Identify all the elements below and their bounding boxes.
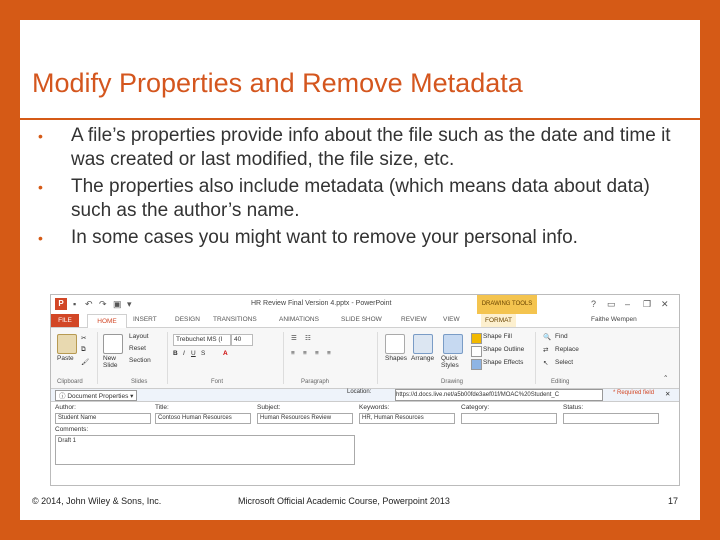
customize-qat-icon[interactable]: ▾ <box>127 299 132 309</box>
collapse-ribbon-icon[interactable]: ⌃ <box>663 375 669 382</box>
required-field-label: Required field <box>617 390 655 396</box>
shape-effects-button[interactable]: Shape Effects <box>483 359 524 366</box>
quick-styles-button[interactable]: Quick Styles <box>441 355 459 369</box>
bold-icon[interactable]: B <box>173 350 178 357</box>
group-slides: Slides <box>131 379 148 385</box>
layout-button[interactable]: Layout <box>129 333 149 340</box>
tab-animations[interactable]: ANIMATIONS <box>279 316 319 323</box>
keywords-label: Keywords: <box>359 404 390 411</box>
font-name-box[interactable]: Trebuchet MS (I <box>173 334 231 346</box>
shapes-icon[interactable] <box>385 334 405 354</box>
bullet-text: A file’s properties provide info about the file such as the date and time it was created or last modified, the file size, etc. <box>71 125 671 170</box>
group-divider <box>283 332 284 384</box>
paste-button[interactable]: Paste <box>57 355 74 362</box>
group-divider <box>377 332 378 384</box>
bullet-dot: • <box>38 230 43 246</box>
copy-icon[interactable]: ⧉ <box>81 346 86 353</box>
document-properties-dropdown[interactable]: ⓘ Document Properties ▾ <box>55 390 137 401</box>
font-size-box[interactable]: 40 <box>231 334 253 346</box>
group-clipboard: Clipboard <box>57 379 83 385</box>
powerpoint-app-icon: P <box>55 298 67 310</box>
location-field[interactable]: https://d.docs.live.net/a5b00fde3aef01f/MOAC%20Student_C <box>395 389 603 401</box>
document-properties-bar <box>51 389 679 402</box>
select-button[interactable]: Select <box>555 359 574 366</box>
align-center-icon[interactable]: ≡ <box>303 350 307 357</box>
arrange-button[interactable]: Arrange <box>411 355 435 362</box>
required-field-note: * Required field <box>613 390 655 396</box>
user-name[interactable]: Faithe Wempen <box>591 316 637 323</box>
new-slide-icon[interactable] <box>103 334 123 354</box>
replace-button[interactable]: Replace <box>555 346 579 353</box>
redo-icon[interactable]: ↷ <box>99 299 107 309</box>
bullet-item <box>36 226 686 250</box>
justify-icon[interactable]: ≡ <box>327 350 331 357</box>
find-icon[interactable]: 🔍 <box>543 334 552 341</box>
shape-outline-button[interactable]: Shape Outline <box>483 346 525 353</box>
title-field[interactable]: Contoso Human Resources <box>155 413 251 424</box>
ribbon-tabs <box>51 314 679 328</box>
save-icon[interactable]: ▪ <box>73 299 77 309</box>
bullet-dot: • <box>38 128 43 144</box>
group-drawing: Drawing <box>441 379 464 385</box>
bullet-item <box>36 175 686 223</box>
subject-label: Subject: <box>257 404 281 411</box>
find-button[interactable]: Find <box>555 333 568 340</box>
tab-format[interactable]: FORMAT <box>481 314 516 327</box>
group-font: Font <box>211 379 224 385</box>
group-divider <box>97 332 98 384</box>
shadow-icon[interactable]: S <box>201 350 206 357</box>
format-painter-icon[interactable]: 🖌 <box>81 359 90 366</box>
section-button[interactable]: Section <box>129 357 151 364</box>
new-slide-button[interactable]: New Slide <box>103 355 118 369</box>
group-divider <box>167 332 168 384</box>
select-icon[interactable]: ↖ <box>543 360 549 367</box>
group-divider <box>535 332 536 384</box>
tab-transitions[interactable]: TRANSITIONS <box>213 316 257 323</box>
italic-icon[interactable]: I <box>183 350 185 357</box>
status-label: Status: <box>563 404 584 411</box>
tab-insert[interactable]: INSERT <box>133 316 157 323</box>
numbering-icon[interactable]: ☷ <box>305 335 311 342</box>
comments-field[interactable]: Draft 1 <box>55 435 355 465</box>
bullet-list <box>36 124 686 253</box>
quick-access-toolbar <box>51 295 679 315</box>
align-right-icon[interactable]: ≡ <box>315 350 319 357</box>
arrange-icon[interactable] <box>413 334 433 354</box>
undo-icon[interactable]: ↶ <box>85 299 93 309</box>
title-label: Title: <box>155 404 169 411</box>
tab-slide-show[interactable]: SLIDE SHOW <box>341 316 382 323</box>
subject-field[interactable]: Human Resources Review <box>257 413 353 424</box>
bullet-dot: • <box>38 179 43 195</box>
copyright-footer: © 2014, John Wiley & Sons, Inc. <box>32 496 162 506</box>
window-title: HR Review Final Version 4.pptx - PowerPoint <box>251 300 392 307</box>
cut-icon[interactable]: ✂ <box>81 335 87 342</box>
minimize-icon[interactable]: – <box>625 299 631 309</box>
location-label: Location: <box>347 389 372 395</box>
ribbon-display-icon[interactable]: ▭ <box>607 299 616 309</box>
status-field[interactable] <box>563 413 659 424</box>
comments-label: Comments: <box>55 426 89 433</box>
document-properties-label: Document Properties <box>67 393 129 400</box>
replace-icon[interactable]: ⇄ <box>543 347 549 354</box>
category-label: Category: <box>461 404 490 411</box>
author-field[interactable]: Student Name <box>55 413 151 424</box>
course-footer: Microsoft Official Academic Course, Powerpoint 2013 <box>238 496 450 506</box>
reset-button[interactable]: Reset <box>129 345 146 352</box>
align-left-icon[interactable]: ≡ <box>291 350 295 357</box>
restore-icon[interactable]: ❐ <box>643 299 652 309</box>
close-panel-icon[interactable]: ✕ <box>665 391 671 398</box>
shape-fill-button[interactable]: Shape Fill <box>483 333 512 340</box>
help-icon[interactable]: ? <box>591 299 597 309</box>
underline-icon[interactable]: U <box>191 350 196 357</box>
bullet-item <box>36 124 686 172</box>
info-icon: ⓘ <box>59 393 68 400</box>
bullet-text: The properties also include metadata (which means data about data) such as the author’s name. <box>71 176 650 221</box>
slide-title: Modify Properties and Remove Metadata <box>32 68 523 98</box>
font-color-icon[interactable]: A <box>223 350 228 357</box>
ribbon <box>51 328 679 389</box>
keywords-field[interactable]: HR, Human Resources <box>359 413 455 424</box>
powerpoint-screenshot <box>50 294 680 486</box>
author-label: Author: <box>55 404 76 411</box>
title-rule <box>20 118 700 120</box>
tab-view[interactable]: VIEW <box>443 316 460 323</box>
tab-design[interactable]: DESIGN <box>175 316 200 323</box>
tab-file[interactable]: FILE <box>51 314 79 327</box>
bullets-icon[interactable]: ☰ <box>291 335 297 342</box>
quick-styles-icon[interactable] <box>443 334 463 354</box>
shape-outline-icon[interactable] <box>471 346 482 357</box>
group-paragraph: Paragraph <box>301 379 330 385</box>
paste-icon[interactable] <box>57 334 77 354</box>
drawing-tools-label: DRAWING TOOLS <box>477 295 537 314</box>
slide <box>20 20 700 520</box>
tab-review[interactable]: REVIEW <box>401 316 427 323</box>
shape-effects-icon[interactable] <box>471 359 482 370</box>
properties-fields <box>51 402 679 485</box>
category-field[interactable] <box>461 413 557 424</box>
close-icon[interactable]: ✕ <box>661 299 669 309</box>
shape-fill-icon[interactable] <box>471 333 482 344</box>
start-slideshow-icon[interactable]: ▣ <box>113 299 122 309</box>
tab-home[interactable]: HOME <box>87 314 127 328</box>
bullet-text: In some cases you might want to remove your personal info. <box>71 227 578 248</box>
shapes-button[interactable]: Shapes <box>385 355 408 362</box>
group-editing: Editing <box>551 379 570 385</box>
page-number: 17 <box>668 496 679 506</box>
